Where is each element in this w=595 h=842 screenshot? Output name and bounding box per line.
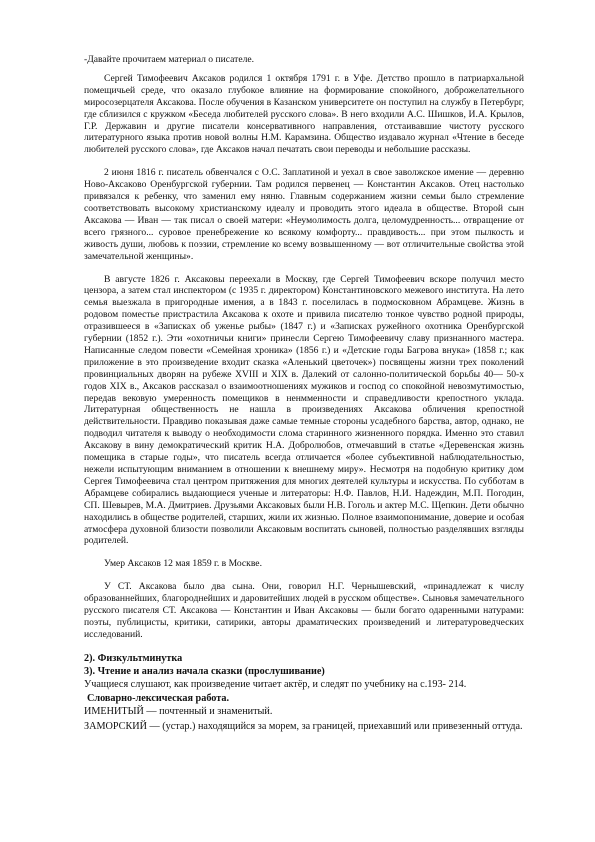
section-heading-reading: 3). Чтение и анализ начала сказки (прослушивание): [84, 665, 325, 677]
paragraph-moscow: В августе 1826 г. Аксаковы переехали в Москву, где Сергей Тимофеевич вскоре получил место цензора, а затем стал инспектором (с 1935 г. директором) Константиновского межевого института. На лето семья выезжала в пригородные имения, а в 1843 г. поселилась в подмосковном Абрамцеве. Жизнь в родовом поместье пристрастила Аксакова к охоте и привила писателю тонкое чувство родной природы, отразившееся в «Записках об уженье рыбы» (1847 г.) и «Записках ружейного охотника Оренбургской губернии (1852 г.). Эти «охотничьи книги» принесли Сергею Тимофеевичу славу признанного мастера. Написанные следом повести «Семейная хроника» (1856 г.) и «Детские годы Багрова внука» (1858 г.; как приложение в это произведение входит сказка «Аленький цветочек») посвящены жизни трех поколений провинциальных дворян на рубеже XVIII и XIX в. Далекий от салонно-политической борьбы 40— 50-х годов XIX в., Аксаков рассказал о взаимоотношениях мужиков и господ со спокойной невозмутимостью, передав вековую умеренность помещиков в ненмменности и справедливости крепостного уклада. Литературная общественность не нашла в произведениях Аксакова обличения крепостной действительности. Правдиво показывая даже самые темные стороны усадебного барства, автор, однако, не подводил читателя к выводу о необходимости слома старинного жизненного порядка. Именно это ставил Аксакову в вину демократический критик Н.А. Добролюбов, отмечавший в статье «Деревенская жизнь помещика в старые годы», что писатель всегда отличается «более субъективной наблюдательностью, нежели испытующим вниманием в отношении к внешнему миру». Несмотря на подобную критику дом Сергея Тимофеевича стал центром притяжения для многих деятелей культуры и искусства. По субботам в Абрамцеве собирались выдающиеся ученые и литераторы: Н.Ф. Павлов, Н.И. Надеждин, М.П. Погодин, СП. Шевырев, М.А. Дмитриев. Друзьями Аксаковых были Н.В. Гоголь и актер М.С. Щепкин. Дети обычно находились в обществе родителей, старших, жили их жизнью. Полное взаимопонимание, доверие и особая атмосфера духовной близости позволили Аксаковым воспитать сыновей, полностью разделявших взгляды родителей.: [84, 273, 524, 547]
vocab-item-imenity: ИМЕНИТЫЙ — почтенный и знаменитый.: [84, 706, 273, 718]
intro-line: -Давайте прочитаем материал о писателе.: [84, 54, 255, 65]
paragraph-biography-early: Сергей Тимофеевич Аксаков родился 1 октября 1791 г. в Уфе. Детство прошло в патриархальной помещичьей среде, что оказало глубокое влияние на формирование спокойного, доброжелательного миросозерцателя Аксакова. После обучения в Казанском университете он поступил на службу в Петербург, где сблизился с кружком «Беседа любителей русского слова». В него входили А.С. Шишков, И.А. Крылов, Г.Р. Державин и другие писатели консервативного направления, отстаивавшие чистоту русского литературного языка против новой волны Н.М. Карамзина. Общество издавало журнал «Чтение в беседе любителей русского слова», где Аксаков начал печатать свои переводы и небольшие рассказы.: [84, 72, 524, 156]
section-heading-fizkultminutka: 2). Физкультминутка: [84, 652, 183, 664]
document-page: [84, 54, 524, 735]
vocab-item-zamorsky: ЗАМОРСКИЙ — (устар.) находящийся за морем, за границей, приехавший или привезенный оттуда.: [84, 720, 523, 732]
paragraph-sons: У СТ. Аксакова было два сына. Они, говорил Н.Г. Чернышевский, «принадлежат к числу образованнейших, благороднейших и даровитейших людей в русском обществе». Сыновья замечательного русского писателя СТ. Аксакова — Константин и Иван Аксаковы — были богато одаренными натурами: поэты, публицисты, критики, сатирики, авторы драматических произведений и литературоведческих исследований.: [84, 581, 524, 640]
paragraph-marriage: 2 июня 1816 г. писатель обвенчался с О.С. Заплатиной и уехал в свое заволжское имение — деревню Ново-Аксаково Оренбургской губернии. Там родился первенец — Константин Аксаков. Отец настолько привязался к ребенку, что заменил ему няню. Главным содержанием жизни семьи было стремление соответствовать высокому христианскому идеалу и проводить этого идеала в обществе. Второй сын Аксакова — Иван — так писал о своей матери: «Неумолимость долга, целомудренность... отвращение от всего грязного... суровое пренебрежение ко всякому комфорту... правдивость... при этом пылкость и живость души, любовь к поэзии, стремление ко всему возвышенному — вот отличительные свойства этой замечательной женщины».: [84, 167, 524, 262]
listening-note: Учащиеся слушают, как произведение читает актёр, и следят по учебнику на с.193- 214.: [84, 678, 467, 690]
paragraph-death: Умер Аксаков 12 мая 1859 г. в Москве.: [104, 558, 262, 570]
vocab-heading: Словарно-лексическая работа.: [87, 693, 230, 705]
